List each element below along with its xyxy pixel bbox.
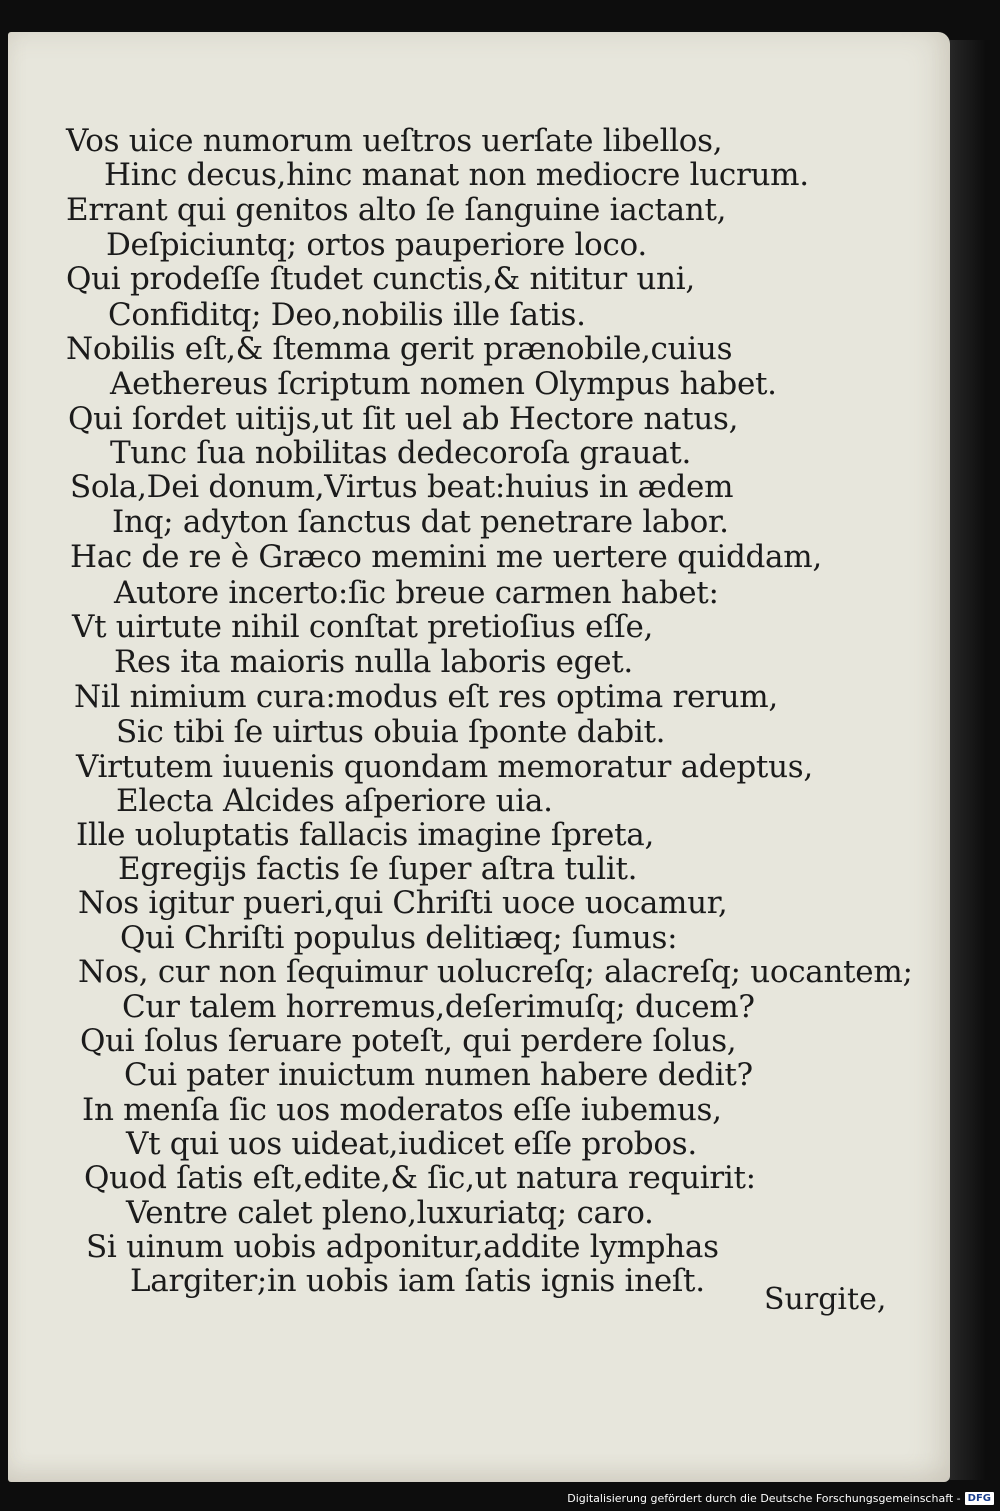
verse-line: Ventre calet pleno,luxuriatq; caro.	[126, 1195, 654, 1231]
verse-line: Qui Chriſti populus delitiæq; ſumus:	[120, 920, 678, 956]
verse-line: Nobilis eſt,& ſtemma gerit prænobile,cuius	[66, 331, 733, 367]
verse-line: Qui prodeſſe ſtudet cunctis,& nititur uni,	[66, 261, 695, 297]
page-edge-shadow	[945, 40, 985, 1480]
digitization-footer	[567, 1489, 994, 1507]
verse-line: Deſpiciuntq; ortos pauperiore loco.	[106, 227, 647, 263]
verse-line: Egregijs factis ſe ſuper aſtra tulit.	[118, 851, 638, 887]
verse-line: Electa Alcides aſperiore uia.	[116, 783, 553, 819]
verse-line: Quod ſatis eſt,edite,& ſic,ut natura requirit:	[84, 1160, 756, 1196]
verse-line: Errant qui genitos alto ſe ſanguine iactant,	[66, 192, 727, 228]
verse-line: Tunc ſua nobilitas dedecoroſa grauat.	[110, 435, 692, 471]
verse-line: Nos, cur non ſequimur uolucreſq; alacreſq; uocantem;	[78, 954, 913, 990]
verse-line: Ille uoluptatis fallacis imagine ſpreta,	[76, 817, 654, 853]
verse-line: Inq; adyton ſanctus dat penetrare labor.	[112, 504, 729, 540]
verse-line: Aethereus ſcriptum nomen Olympus habet.	[110, 366, 777, 402]
verse-line: Nil nimium cura:modus eſt res optima rerum,	[74, 679, 778, 715]
verse-line: Sic tibi ſe uirtus obuia ſponte dabit.	[116, 714, 666, 750]
footer-credit: Digitalisierung gefördert durch die Deutsche Forschungsgemeinschaft -	[567, 1491, 961, 1505]
verse-line: Res ita maioris nulla laboris eget.	[114, 644, 633, 680]
verse-line: In menſa ſic uos moderatos eſſe iubemus,	[82, 1092, 722, 1128]
verse-line: Si uinum uobis adponitur,addite lymphas	[86, 1229, 719, 1265]
verse-line: Cui pater inuictum numen habere dedit?	[124, 1057, 753, 1093]
verse-line: Qui ſolus ſeruare poteſt, qui perdere ſolus,	[80, 1023, 737, 1059]
verse-line: Virtutem iuuenis quondam memoratur adeptus,	[76, 749, 813, 785]
verse-line: Largiter;in uobis iam ſatis ignis ineſt.	[130, 1263, 705, 1299]
book-page	[8, 32, 950, 1482]
verse-line: Autore incerto:ſic breue carmen habet:	[114, 575, 719, 611]
dfg-logo: DFG	[965, 1492, 994, 1505]
verse-line: Confiditq; Deo,nobilis ille ſatis.	[108, 297, 586, 333]
catchword: Surgite,	[764, 1282, 887, 1317]
verse-line: Hinc decus,hinc manat non mediocre lucrum.	[104, 157, 809, 193]
verse-line: Nos igitur pueri,qui Chriſti uoce uocamur,	[78, 885, 728, 921]
verse-line: Vos uice numorum ueſtros uerſate libellos,	[66, 123, 723, 159]
verse-line: Hac de re è Græco memini me uertere quiddam,	[70, 539, 822, 575]
verse-line: Vt uirtute nihil conſtat pretioſius eſſe,	[72, 609, 654, 645]
verse-line: Sola,Dei donum,Virtus beat:huius in ædem	[70, 469, 734, 505]
verse-block	[8, 32, 950, 1482]
verse-line: Qui ſordet uitijs,ut ſit uel ab Hectore natus,	[68, 401, 739, 437]
verse-line: Vt qui uos uideat,iudicet eſſe probos.	[126, 1126, 697, 1162]
verse-line: Cur talem horremus,deſerimuſq; ducem?	[122, 989, 755, 1025]
